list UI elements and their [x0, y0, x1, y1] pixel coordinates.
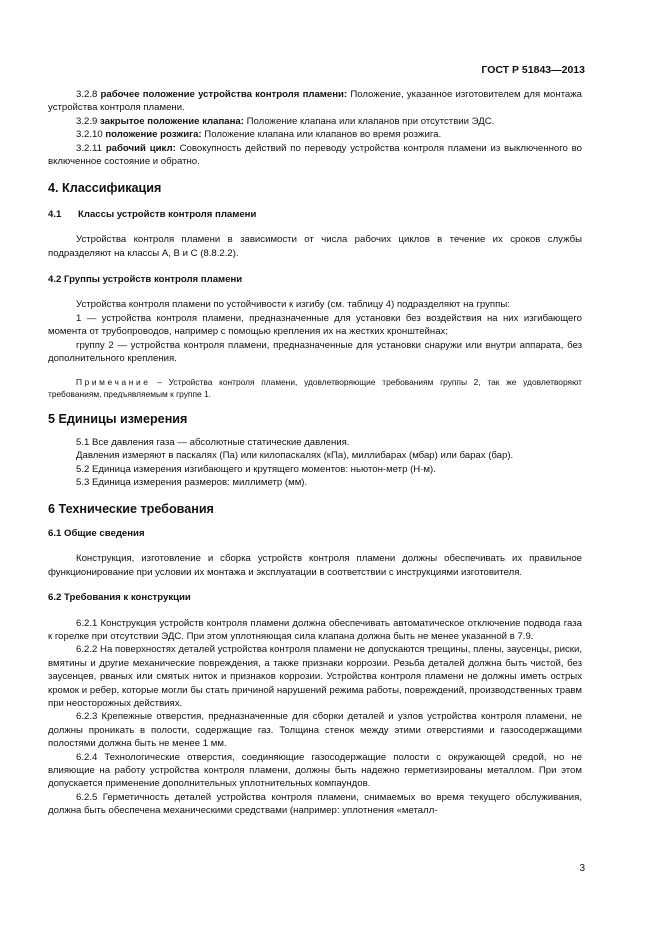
definition-3-2-10: 3.2.10 положение розжига: Положение клапана или клапанов во время розжига. — [76, 129, 442, 141]
paragraph-6-2-1: 6.2.1 Конструкция устройств контроля пламени должна обеспечивать автоматическое отключение подвода газа к горелке при отсутствии ЭДС. При этом уплотняющая сила клапана должна быть не менее указанной в 7.9. — [48, 617, 582, 642]
paragraph-5-3: 5.3 Единица измерения размеров: миллиметр (мм). — [76, 477, 308, 489]
paragraph-6-1: Конструкция, изготовление и сборка устройств контроля пламени должны обеспечивать их правильное функционирование при условии их монтажа и эксплуатации в соответствии с инструкциями изготовителя. — [48, 553, 582, 578]
note: Примечание – Устройства контроля пламени, удовлетворяющие требованиям группы 2, так же удовлетворяют требованиям, предъявляемым к группе 1. — [48, 376, 582, 399]
definition-3-2-9: 3.2.9 закрытое положение клапана: Положение клапана или клапанов при отсутствии ЭДС. — [76, 115, 495, 127]
paragraph-5-2: 5.2 Единица измерения изгибающего и крутящего моментов: ньютон-метр (Н·м). — [76, 463, 436, 475]
section-4-heading: 4. Классификация — [48, 181, 162, 196]
document-body — [48, 88, 582, 818]
term: положение розжига: — [105, 129, 202, 141]
section-6-heading: 6 Технические требования — [48, 501, 214, 516]
page-number: 3 — [579, 863, 585, 874]
paragraph-5-1-units: Давления измеряют в паскалях (Па) или килопаскалях (кПа), миллибарах (мбар) или барах (бар). — [76, 450, 514, 462]
paragraph-5-1: 5.1 Все давления газа — абсолютные статические давления. — [76, 436, 350, 448]
paragraph-4-2-group-2: группу 2 — устройства контроля пламени, предназначенные для установки снаружи или внутри аппарата, без дополнительного крепления. — [48, 339, 582, 365]
definition-3-2-8: 3.2.8 рабочее положение устройства контроля пламени: Положение, указанное изготовителем для монтажа устройства контроля пламени. — [48, 89, 582, 114]
paragraph-6-2-2: 6.2.2 На поверхностях деталей устройства контроля пламени не допускаются трещины, плены, заусенцы, риски, вмятины и другие механические повреждения, а также признаки коррозии. Резьба деталей должна быть чистой, без заусенцев, рваных или смятых ниток и признаков коррозии. Устройства контроля пламени не должны иметь острых кромок и ребер, которые могли бы стать причиной нарушений режима работы, повреждений, производственных травм при неосторожных действиях. — [48, 644, 582, 709]
paragraph-4-1: Устройства контроля пламени в зависимости от числа рабочих циклов в течение их сроков службы подразделяют на классы A, B и C (8.8.2.2). — [48, 234, 582, 259]
term: закрытое положение клапана: — [100, 115, 244, 127]
paragraph-6-2-4: 6.2.4 Технологические отверстия, соединяющие газосодержащие полости с окружающей средой, но не влияющие на работу устройства контроля пламени, должны быть надежно герметизированы металлом. При этом допускается применение дополнительных уплотнительных компаундов. — [48, 751, 582, 790]
paragraph-4-2-group-1: 1 — устройства контроля пламени, предназначенные для установки без воздействия на них изгибающего момента от трубопроводов, например с помощью крепления их на жестких кронштейнах; — [48, 312, 582, 338]
paragraph-6-2-3: 6.2.3 Крепежные отверстия, предназначенные для сборки деталей и узлов устройства контроля пламени, не должны проникать в полости, содержащие газ. Толщина стенок между этими отверстиями и газосодержащими полостями должна быть не менее 1 мм. — [48, 711, 582, 750]
subsection-4-2-heading: 4.2 Группы устройств контроля пламени — [48, 274, 243, 286]
standard-designation: ГОСТ Р 51843—2013 — [481, 64, 585, 76]
subsection-6-2-heading: 6.2 Требования к конструкции — [48, 592, 191, 604]
paragraph-6-2-5: 6.2.5 Герметичность деталей устройства контроля пламени, снимаемых во время текущего обслуживания, должна быть обеспечена механическими средствами (например: уплотнения «металл- — [48, 791, 582, 817]
section-5-heading: 5 Единицы измерения — [48, 411, 188, 426]
paragraph-4-2-intro: Устройства контроля пламени по устойчивости к изгибу (см. таблицу 4) подразделяют на группы: — [76, 299, 510, 311]
subsection-4-1-heading: 4.1 Классы устройств контроля пламени — [48, 208, 257, 220]
term: рабочее положение устройства контроля пламени: — [100, 89, 348, 100]
term: рабочий цикл: — [105, 142, 176, 154]
definition-3-2-11: 3.2.11 рабочий цикл: Совокупность действий по переводу устройства контроля пламени из выключенного во включенное состояние и обратно. — [48, 142, 582, 168]
note-label: Примечание — [76, 376, 151, 387]
subsection-6-1-heading: 6.1 Общие сведения — [48, 527, 145, 539]
